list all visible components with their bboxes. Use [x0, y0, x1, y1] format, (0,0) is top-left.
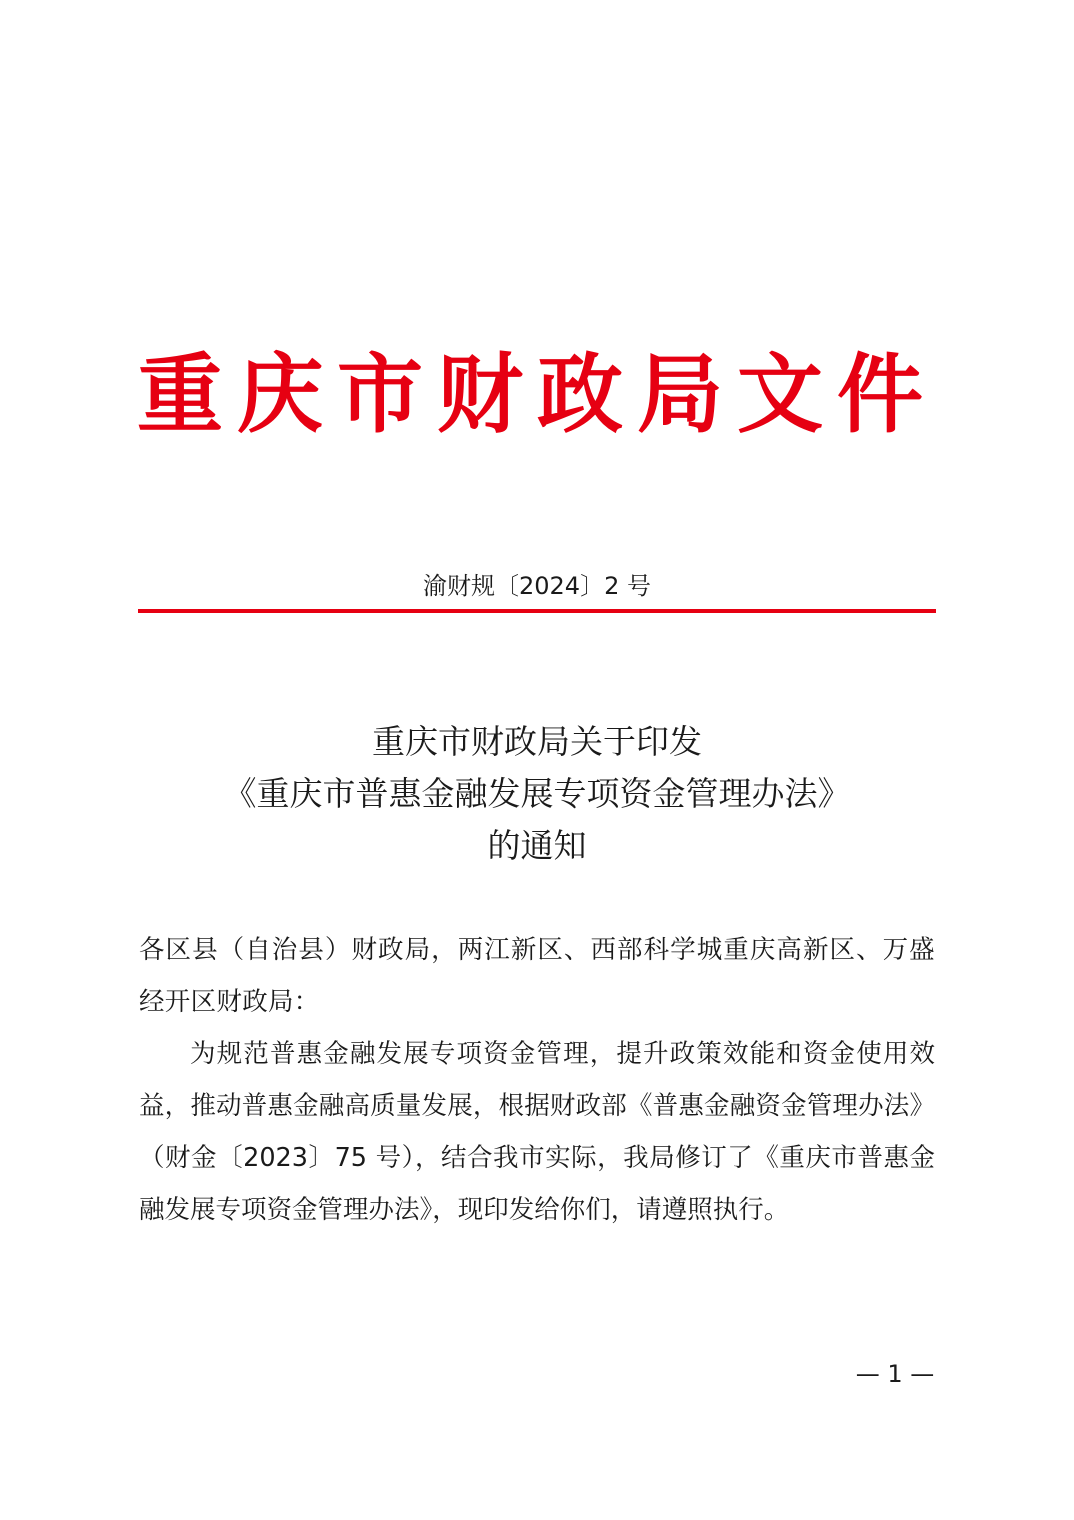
title-line-1: 重庆市财政局关于印发 — [372, 722, 702, 761]
document-body — [139, 924, 935, 1236]
masthead-title: 重庆市财政局文件 — [137, 344, 937, 445]
title-line-2: 《重庆市普惠金融发展专项资金管理办法》 — [223, 774, 851, 813]
document-title — [100, 716, 974, 872]
title-line-3: 的通知 — [487, 826, 587, 865]
red-divider-line — [138, 609, 936, 613]
body-paragraph: 为规范普惠金融发展专项资金管理，提升政策效能和资金使用效益，推动普惠金融高质量发展，根据财政部《普惠金融资金管理办法》（财金〔2023〕75 号），结合我市实际，我局修订了《重庆市普惠金融发展专项资金管理办法》，现印发给你们，请遵照执行。 — [139, 1039, 935, 1225]
page-number: — 1 — — [855, 1360, 935, 1388]
salutation: 各区县（自治县）财政局，两江新区、西部科学城重庆高新区、万盛经开区财政局： — [139, 935, 935, 1017]
document-number: 渝财规〔2024〕2 号 — [423, 572, 651, 600]
